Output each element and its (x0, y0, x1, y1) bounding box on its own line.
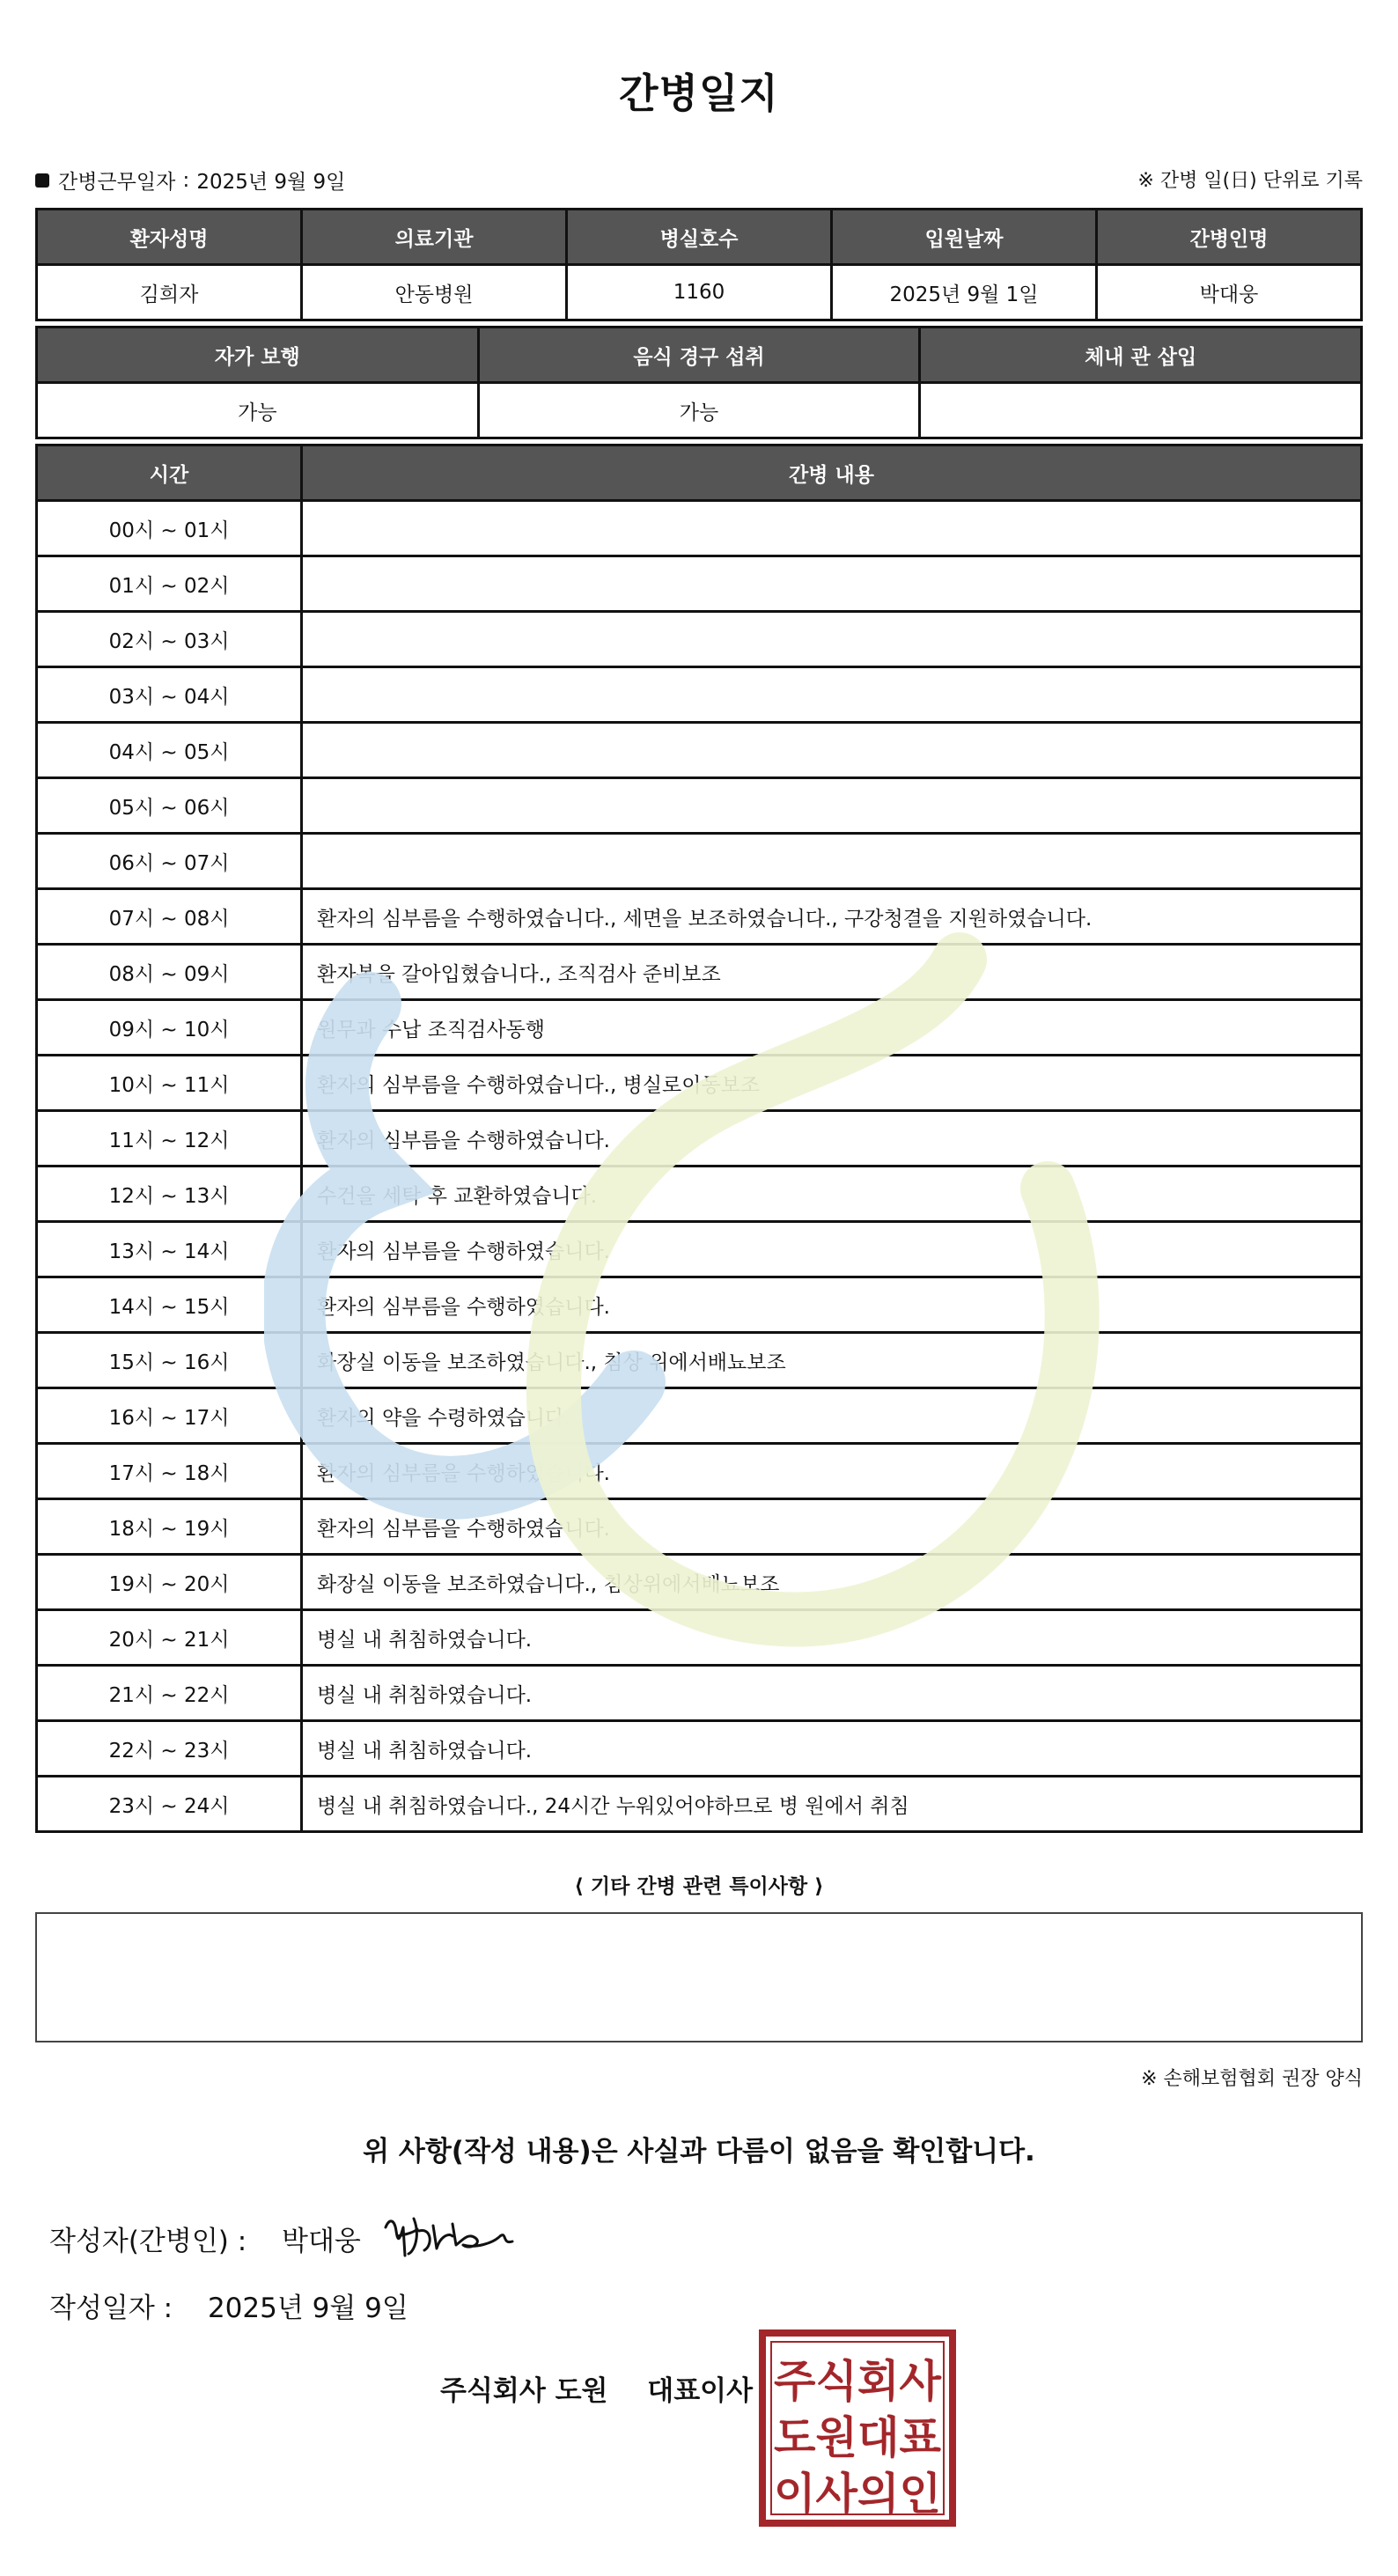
log-row (37, 1610, 1362, 1666)
log-row (37, 1277, 1362, 1333)
info-header: 의료기관 (302, 210, 567, 265)
info-header: 입원날짜 (832, 210, 1097, 265)
log-content: 병실 내 취침하였습니다., 24시간 누워있어야하므로 병 원에서 취침 (302, 1777, 1362, 1832)
log-row (37, 501, 1362, 556)
log-row (37, 1111, 1362, 1167)
log-time: 23시 ~ 24시 (37, 1777, 302, 1832)
log-content: 환자의 심부름을 수행하였습니다. (302, 1499, 1362, 1555)
work-date-label: 간병근무일자 (58, 171, 176, 194)
patient-info-table (35, 208, 1363, 321)
log-content: 환자의 심부름을 수행하였습니다. (302, 1222, 1362, 1277)
written-date-label: 작성일자 : (49, 2293, 173, 2324)
log-content: 환자의 심부름을 수행하였습니다., 세면을 보조하였습니다., 구강청결을 지원하였습니다. (302, 889, 1362, 945)
log-time: 18시 ~ 19시 (37, 1499, 302, 1555)
log-time: 17시 ~ 18시 (37, 1444, 302, 1499)
log-row (37, 1333, 1362, 1388)
log-content: 환자복을 갈아입혔습니다., 조직검사 준비보조 (302, 945, 1362, 1000)
log-time: 02시 ~ 03시 (37, 612, 302, 667)
ability-header: 음식 경구 섭취 (478, 328, 920, 383)
log-content: 수건을 세탁 후 교환하였습니다. (302, 1167, 1362, 1222)
log-time: 21시 ~ 22시 (37, 1666, 302, 1721)
extra-notes-box (35, 1912, 1363, 2042)
log-time: 15시 ~ 16시 (37, 1333, 302, 1388)
log-content: 병실 내 취침하였습니다. (302, 1666, 1362, 1721)
info-header: 환자성명 (37, 210, 302, 265)
log-time: 12시 ~ 13시 (37, 1167, 302, 1222)
log-content: 환자의 심부름을 수행하였습니다. (302, 1444, 1362, 1499)
log-time: 03시 ~ 04시 (37, 667, 302, 723)
written-date-row (49, 2285, 408, 2325)
log-content: 병실 내 취침하였습니다. (302, 1610, 1362, 1666)
time-column-header: 시간 (37, 445, 302, 501)
log-time: 09시 ~ 10시 (37, 1000, 302, 1056)
log-content (302, 556, 1362, 612)
written-date-value: 2025년 9월 9일 (207, 2293, 408, 2324)
log-content: 원무과 수납 조직검사동행 (302, 1000, 1362, 1056)
log-time: 06시 ~ 07시 (37, 834, 302, 889)
admission-date: 2025년 9월 1일 (832, 265, 1097, 320)
log-time: 05시 ~ 06시 (37, 778, 302, 834)
log-content (302, 778, 1362, 834)
log-time: 08시 ~ 09시 (37, 945, 302, 1000)
log-content (302, 667, 1362, 723)
writer-label: 작성자(간병인) : (49, 2226, 247, 2257)
log-row (37, 556, 1362, 612)
content-column-header: 간병 내용 (302, 445, 1362, 501)
log-time: 19시 ~ 20시 (37, 1555, 302, 1610)
tube-insertion-value (920, 383, 1362, 438)
svg-text:도원대표: 도원대표 (774, 2412, 942, 2463)
work-date-value: 2025년 9월 9일 (196, 171, 346, 194)
svg-text:이사의인: 이사의인 (774, 2469, 941, 2520)
info-header: 간병인명 (1097, 210, 1362, 265)
self-walking-value: 가능 (37, 383, 479, 438)
ceo-title: 대표이사 (647, 2375, 754, 2407)
caregiver-name: 박대웅 (1097, 265, 1362, 320)
log-row (37, 1167, 1362, 1222)
log-time: 20시 ~ 21시 (37, 1610, 302, 1666)
log-row (37, 1000, 1362, 1056)
log-content (302, 501, 1362, 556)
log-row (37, 834, 1362, 889)
log-row (37, 889, 1362, 945)
log-row (37, 723, 1362, 778)
log-time: 16시 ~ 17시 (37, 1388, 302, 1444)
log-row (37, 1222, 1362, 1277)
log-row (37, 945, 1362, 1000)
log-row (37, 1777, 1362, 1832)
patient-name: 김희자 (37, 265, 302, 320)
log-time: 00시 ~ 01시 (37, 501, 302, 556)
ability-table (35, 326, 1363, 439)
unit-note: ※ 간병 일(日) 단위로 기록 (1137, 170, 1363, 192)
ability-header: 체내 관 삽입 (920, 328, 1362, 383)
work-date-row (35, 166, 345, 195)
log-content: 화장실 이동을 보조하였습니다., 침상 위에서배뇨보조 (302, 1333, 1362, 1388)
log-row (37, 612, 1362, 667)
oral-intake-value: 가능 (478, 383, 920, 438)
confirmation-statement: 위 사항(작성 내용)은 사실과 다름이 없음을 확인합니다. (363, 2136, 1035, 2168)
info-header: 병실호수 (567, 210, 832, 265)
log-content (302, 723, 1362, 778)
log-content: 환자의 심부름을 수행하였습니다., 병실로이동보조 (302, 1056, 1362, 1111)
log-row (37, 778, 1362, 834)
care-log-table (35, 444, 1363, 1833)
log-content: 환자의 약을 수령하였습니다. (302, 1388, 1362, 1444)
log-row (37, 1056, 1362, 1111)
log-row (37, 667, 1362, 723)
log-content (302, 834, 1362, 889)
writer-row (49, 2219, 361, 2258)
ability-header: 자가 보행 (37, 328, 479, 383)
handwritten-signature (379, 2201, 519, 2271)
company-name: 주식회사 도원 (440, 2375, 608, 2407)
log-row (37, 1721, 1362, 1777)
log-row (37, 1388, 1362, 1444)
log-time: 22시 ~ 23시 (37, 1721, 302, 1777)
log-time: 04시 ~ 05시 (37, 723, 302, 778)
log-content: 병실 내 취침하였습니다. (302, 1721, 1362, 1777)
log-content: 화장실 이동을 보조하였습니다., 침상위에서배뇨보조 (302, 1555, 1362, 1610)
log-row (37, 1666, 1362, 1721)
room-number: 1160 (567, 265, 832, 320)
log-row (37, 1499, 1362, 1555)
extra-notes-title: ⟨ 기타 간병 관련 특이사항 ⟩ (574, 1875, 824, 1898)
log-content (302, 612, 1362, 667)
log-time: 01시 ~ 02시 (37, 556, 302, 612)
log-time: 10시 ~ 11시 (37, 1056, 302, 1111)
log-time: 14시 ~ 15시 (37, 1277, 302, 1333)
svg-text:주식회사: 주식회사 (774, 2356, 942, 2407)
hospital-name: 안동병원 (302, 265, 567, 320)
writer-name: 박대웅 (282, 2226, 361, 2257)
log-content: 환자의 심부름을 수행하였습니다. (302, 1111, 1362, 1167)
log-time: 13시 ~ 14시 (37, 1222, 302, 1277)
log-row (37, 1555, 1362, 1610)
page-title: 간병일지 (619, 70, 779, 117)
company-seal-stamp (759, 2329, 956, 2527)
log-time: 11시 ~ 12시 (37, 1111, 302, 1167)
square-bullet-icon (35, 173, 49, 188)
form-source-note: ※ 손해보험협회 권장 양식 (1141, 2068, 1363, 2090)
company-row (440, 2368, 753, 2408)
log-time: 07시 ~ 08시 (37, 889, 302, 945)
log-row (37, 1444, 1362, 1499)
log-content: 환자의 심부름을 수행하였습니다. (302, 1277, 1362, 1333)
work-date-separator: : (182, 168, 190, 192)
